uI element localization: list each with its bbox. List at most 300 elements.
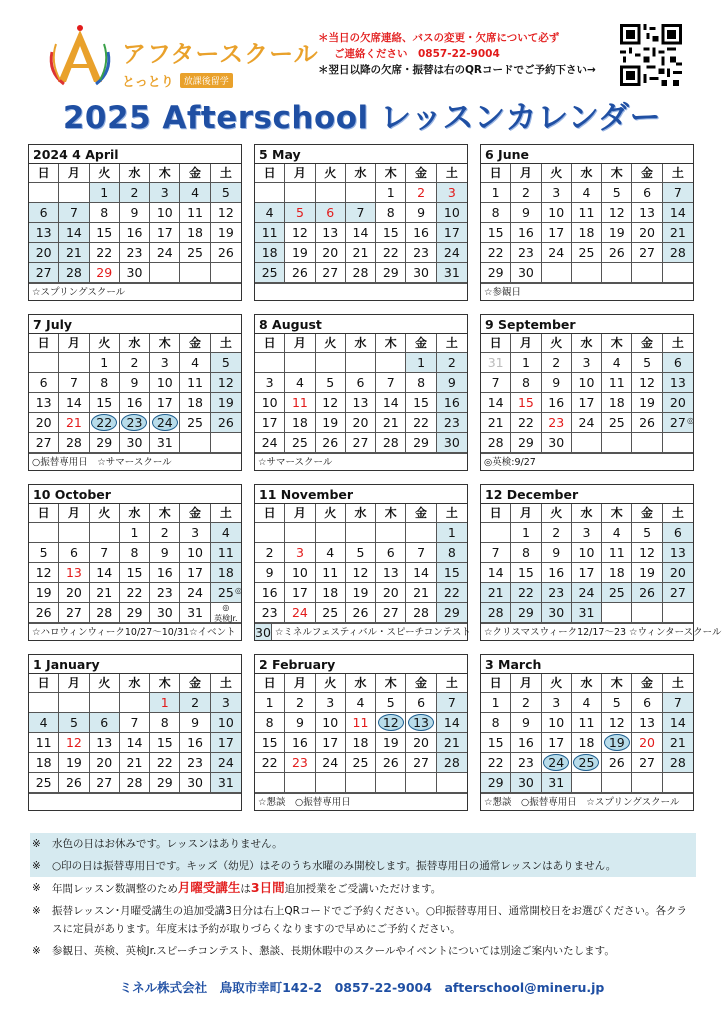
empty-day-cell — [29, 183, 59, 203]
day-cell: 10 — [285, 563, 315, 583]
empty-day-cell — [572, 433, 602, 453]
day-cell: 23 — [285, 753, 315, 773]
notice-line-3: ＊翌日以降の欠席・振替は右のQRコードでご予約下さい→ — [318, 64, 596, 76]
day-cell: 11 — [180, 373, 210, 393]
month-calendar — [28, 314, 242, 471]
weekday-header: 木 — [602, 674, 632, 693]
day-cell: 5 — [59, 713, 89, 733]
weekday-header: 土 — [437, 674, 467, 693]
day-cell: 4 — [602, 353, 632, 373]
day-cell: 6 — [316, 203, 346, 223]
empty-day-cell — [376, 523, 406, 543]
empty-day-cell — [663, 603, 693, 623]
note-row-5: ※ 参観日、英検、英検Jr.スピーチコンテスト、懇談、長期休暇中のスクールやイベントについては別途ご案内いたします。 — [30, 940, 696, 962]
day-cell: 10 — [180, 543, 210, 563]
day-number: 27 — [669, 415, 686, 430]
day-cell: 24 — [572, 583, 602, 603]
day-cell: 14 — [376, 393, 406, 413]
day-cell: 11 — [29, 733, 59, 753]
day-cell: 9 — [542, 373, 572, 393]
weekday-header: 火 — [542, 504, 572, 523]
weekday-header: 水 — [120, 334, 150, 353]
weekday-header: 木 — [150, 334, 180, 353]
month-grid — [29, 504, 241, 623]
month-note-text: ☆ミネルフェスティバル・スピーチコンテスト — [274, 627, 471, 638]
empty-day-cell — [285, 183, 315, 203]
day-cell: 1 — [437, 523, 467, 543]
month-grid — [29, 674, 241, 793]
day-cell: 27 — [376, 603, 406, 623]
empty-day-cell — [316, 523, 346, 543]
day-cell: 27 — [663, 583, 693, 603]
day-cell: 29 — [120, 603, 150, 623]
day-cell: 6 — [663, 353, 693, 373]
day-cell: 7 — [663, 693, 693, 713]
weekday-header: 日 — [255, 164, 285, 183]
day-cell: 24 — [211, 753, 241, 773]
day-cell: 11 — [572, 203, 602, 223]
transfer-day-circle: 24 — [543, 754, 569, 771]
day-cell: 19 — [376, 733, 406, 753]
day-cell: 2 — [180, 693, 210, 713]
weekday-header: 日 — [481, 164, 511, 183]
day-cell: 12 — [59, 733, 89, 753]
day-cell: 20 — [29, 243, 59, 263]
day-cell: 14 — [481, 393, 511, 413]
day-cell: 12 — [602, 713, 632, 733]
day-cell: 26 — [29, 603, 59, 623]
day-cell: 20 — [663, 393, 693, 413]
day-cell: 7 — [481, 373, 511, 393]
day-cell: 7 — [120, 713, 150, 733]
month-grid — [481, 334, 693, 453]
weekday-header: 火 — [90, 164, 120, 183]
day-cell: 22 — [90, 243, 120, 263]
day-cell: 14 — [663, 203, 693, 223]
day-cell: 20 — [29, 413, 59, 433]
day-cell: 2 — [542, 523, 572, 543]
month-title: 2024 4 April — [29, 145, 241, 164]
empty-day-cell — [316, 353, 346, 373]
day-cell: 10 — [542, 203, 572, 223]
day-cell: 13 — [346, 393, 376, 413]
day-cell: 10 — [150, 373, 180, 393]
weekday-header: 金 — [180, 334, 210, 353]
day-cell: 12 — [346, 563, 376, 583]
day-cell: 5 — [211, 183, 241, 203]
weekday-header: 金 — [632, 334, 662, 353]
empty-day-cell — [90, 693, 120, 713]
weekday-header: 月 — [511, 334, 541, 353]
day-cell: 16 — [542, 563, 572, 583]
empty-day-cell — [376, 353, 406, 373]
day-cell — [150, 413, 180, 433]
day-cell: 6 — [406, 693, 436, 713]
brand-name: アフタースクール — [122, 40, 319, 68]
weekday-header: 水 — [346, 164, 376, 183]
day-cell: 23 — [406, 243, 436, 263]
day-cell: 1 — [90, 353, 120, 373]
day-cell: 4 — [180, 183, 210, 203]
day-cell: 8 — [90, 203, 120, 223]
day-cell: 13 — [663, 543, 693, 563]
day-cell: 25 — [572, 243, 602, 263]
day-cell: 14 — [59, 223, 89, 243]
page-title: 2025 Afterschool レッスンカレンダー — [62, 100, 662, 136]
weekday-header: 日 — [481, 334, 511, 353]
day-cell: 18 — [316, 583, 346, 603]
day-cell: 27 — [406, 753, 436, 773]
day-cell: 13 — [376, 563, 406, 583]
weekday-header: 土 — [211, 504, 241, 523]
day-cell: 4 — [29, 713, 59, 733]
day-cell: 10 — [437, 203, 467, 223]
day-cell: 16 — [511, 223, 541, 243]
day-cell: 13 — [632, 713, 662, 733]
qr-code-icon[interactable] — [620, 24, 682, 86]
day-cell: 20 — [663, 563, 693, 583]
day-cell: 25 — [180, 243, 210, 263]
day-cell: 28 — [59, 433, 89, 453]
day-cell: 19 — [29, 583, 59, 603]
empty-day-cell — [542, 263, 572, 283]
day-cell: 10 — [572, 373, 602, 393]
weekday-header: 火 — [316, 504, 346, 523]
weekday-header: 金 — [406, 674, 436, 693]
day-cell: 13 — [632, 203, 662, 223]
day-cell: 30 — [511, 263, 541, 283]
day-cell: 12 — [211, 203, 241, 223]
day-cell: 15 — [150, 733, 180, 753]
day-cell: 7 — [59, 203, 89, 223]
empty-day-cell — [346, 523, 376, 543]
month-note: ☆参観日 — [481, 283, 693, 300]
day-cell: 16 — [511, 733, 541, 753]
day-cell: 3 — [255, 373, 285, 393]
weekday-header: 日 — [255, 504, 285, 523]
day-cell: 20 — [406, 733, 436, 753]
empty-day-cell — [602, 263, 632, 283]
empty-day-cell — [59, 693, 89, 713]
day-cell: 25 — [180, 413, 210, 433]
empty-day-cell — [602, 773, 632, 793]
day-cell: 11 — [285, 393, 315, 413]
empty-day-cell — [29, 693, 59, 713]
month-note: ☆スプリングスクール — [29, 283, 241, 300]
weekday-header: 木 — [602, 504, 632, 523]
weekday-header: 土 — [211, 674, 241, 693]
day-cell: 22 — [120, 583, 150, 603]
day-cell: 3 — [316, 693, 346, 713]
month-title: 6 June — [481, 145, 693, 164]
month-grid — [481, 674, 693, 793]
day-cell: 7 — [346, 203, 376, 223]
day-cell: 3 — [542, 693, 572, 713]
day-cell: 19 — [632, 563, 662, 583]
weekday-header: 火 — [90, 504, 120, 523]
month-grid — [255, 674, 467, 793]
empty-day-cell — [255, 353, 285, 373]
day-cell: 24 — [255, 433, 285, 453]
month-calendar — [28, 484, 242, 641]
weekday-header: 水 — [120, 674, 150, 693]
weekday-header: 木 — [150, 674, 180, 693]
transfer-day-circle: 12 — [378, 714, 404, 731]
day-cell: 8 — [406, 373, 436, 393]
month-calendar — [480, 654, 694, 811]
day-cell: 9 — [255, 563, 285, 583]
weekday-header: 火 — [316, 334, 346, 353]
empty-day-cell — [59, 353, 89, 373]
day-cell: 12 — [632, 543, 662, 563]
empty-day-cell — [632, 773, 662, 793]
month-note — [255, 623, 471, 640]
weekday-header: 月 — [511, 164, 541, 183]
contact-notice — [318, 30, 596, 78]
day-cell: 31 — [150, 433, 180, 453]
day-cell: 15 — [406, 393, 436, 413]
day-cell: 17 — [572, 563, 602, 583]
day-cell: 15 — [376, 223, 406, 243]
weekday-header: 金 — [180, 164, 210, 183]
day-cell: 23 — [120, 243, 150, 263]
day-cell: 18 — [572, 223, 602, 243]
note-text-2: ○印の日は振替専用日です。キッズ（幼児）はそのうち水曜のみ開校します。振替専用日の通常レッスンはありません。 — [52, 860, 617, 872]
weekday-header: 日 — [255, 334, 285, 353]
day-cell: 28 — [406, 603, 436, 623]
day-cell: 7 — [663, 183, 693, 203]
day-cell: 17 — [437, 223, 467, 243]
weekday-header: 日 — [481, 674, 511, 693]
day-cell: 15 — [511, 393, 541, 413]
day-cell: 9 — [406, 203, 436, 223]
day-cell: 5 — [29, 543, 59, 563]
day-cell: 28 — [481, 603, 511, 623]
day-cell: 1 — [511, 523, 541, 543]
day-cell: 24 — [150, 243, 180, 263]
day-cell: 31 — [481, 353, 511, 373]
day-cell: 26 — [602, 753, 632, 773]
empty-day-cell — [572, 263, 602, 283]
day-cell: 28 — [376, 433, 406, 453]
weekday-header: 木 — [376, 674, 406, 693]
empty-day-cell — [120, 693, 150, 713]
day-cell: 3 — [285, 543, 315, 563]
day-cell: 15 — [481, 733, 511, 753]
day-cell — [211, 583, 241, 603]
day-cell: 26 — [59, 773, 89, 793]
day-cell: 28 — [120, 773, 150, 793]
note-text-4: 振替レッスン･月曜受講生の追加受講3日分は右上QRコードでご予約ください。○印振替専用日、通常開校日をお選びください。各クラスに定員があります。年度末は予約が取りづらくなりますので早めにご予約ください。 — [52, 905, 688, 935]
day-cell: 18 — [211, 563, 241, 583]
day-cell: 2 — [406, 183, 436, 203]
day-cell: 6 — [632, 693, 662, 713]
day-cell: 27 — [29, 433, 59, 453]
day-cell: 8 — [481, 713, 511, 733]
day-cell — [572, 753, 602, 773]
day-cell: 17 — [542, 223, 572, 243]
day-cell: 19 — [285, 243, 315, 263]
day-cell: 26 — [211, 413, 241, 433]
note-text-3a: 年間レッスン数調整のため — [52, 883, 178, 895]
day-cell: 27 — [632, 243, 662, 263]
day-cell: 10 — [542, 713, 572, 733]
month-note: ☆懇談 ○振替専用日 ☆スプリングスクール — [481, 793, 693, 810]
day-cell: 18 — [255, 243, 285, 263]
empty-day-cell — [255, 183, 285, 203]
day-cell: 9 — [180, 713, 210, 733]
afterschool-logo — [44, 22, 116, 88]
day-cell: 22 — [511, 413, 541, 433]
day-cell: 28 — [481, 433, 511, 453]
weekday-header: 月 — [285, 334, 315, 353]
day-cell: 8 — [90, 373, 120, 393]
note-text-3d: 3日間 — [250, 880, 285, 895]
day-cell: 5 — [316, 373, 346, 393]
month-title: 5 May — [255, 145, 467, 164]
day-cell: 13 — [59, 563, 89, 583]
day-cell: 21 — [663, 223, 693, 243]
month-calendar — [480, 144, 694, 301]
day-cell: 8 — [255, 713, 285, 733]
day-cell: 2 — [437, 353, 467, 373]
day-cell: 4 — [316, 543, 346, 563]
weekday-header: 日 — [29, 164, 59, 183]
day-cell: 22 — [255, 753, 285, 773]
day-cell: 22 — [481, 243, 511, 263]
day-cell: 26 — [602, 243, 632, 263]
day-cell: 26 — [376, 753, 406, 773]
day-cell: 21 — [59, 243, 89, 263]
empty-day-cell — [285, 773, 315, 793]
day-cell: 2 — [255, 543, 285, 563]
day-cell: 4 — [572, 183, 602, 203]
day-cell: 11 — [346, 713, 376, 733]
month-title: 3 March — [481, 655, 693, 674]
day-cell: 25 — [29, 773, 59, 793]
day-cell: 26 — [211, 243, 241, 263]
day-cell: 17 — [316, 733, 346, 753]
day-cell: 22 — [406, 413, 436, 433]
day-cell: 12 — [316, 393, 346, 413]
day-cell: 1 — [90, 183, 120, 203]
day-cell: 20 — [90, 753, 120, 773]
weekday-header: 金 — [180, 674, 210, 693]
weekday-header: 金 — [406, 504, 436, 523]
day-cell: 23 — [511, 243, 541, 263]
day-cell: 23 — [542, 413, 572, 433]
day-cell: 25 — [255, 263, 285, 283]
empty-day-cell — [602, 433, 632, 453]
note-text-5: 参観日、英検、英検Jr.スピーチコンテスト、懇談、長期休暇中のスクールやイベントについては別途ご案内いたします。 — [52, 945, 615, 957]
day-cell: 24 — [542, 243, 572, 263]
day-cell — [542, 753, 572, 773]
empty-day-cell — [59, 183, 89, 203]
day-cell: 30 — [511, 773, 541, 793]
day-cell: 31 — [180, 603, 210, 623]
weekday-header: 水 — [572, 164, 602, 183]
weekday-header: 金 — [406, 334, 436, 353]
day-cell: 24 — [180, 583, 210, 603]
day-cell: 31 — [542, 773, 572, 793]
weekday-header: 土 — [437, 164, 467, 183]
day-cell: 13 — [316, 223, 346, 243]
day-cell: 23 — [511, 753, 541, 773]
day-cell: 6 — [663, 523, 693, 543]
eiken-mark-icon: ◎ — [687, 416, 694, 425]
day-cell: 30 — [542, 603, 572, 623]
month-calendar — [254, 654, 468, 811]
day-cell: 18 — [285, 413, 315, 433]
empty-day-cell — [285, 353, 315, 373]
weekday-header: 木 — [150, 164, 180, 183]
month-grid — [29, 334, 241, 453]
day-cell: 1 — [255, 693, 285, 713]
day-cell: 6 — [632, 183, 662, 203]
transfer-day-circle: 25 — [573, 754, 599, 771]
weekday-header: 水 — [346, 334, 376, 353]
eiken-mark-icon: ◎ — [222, 603, 230, 612]
transfer-day-circle: 19 — [604, 734, 630, 751]
empty-day-cell — [150, 263, 180, 283]
day-cell: 16 — [437, 393, 467, 413]
month-grid — [481, 164, 693, 283]
empty-day-cell — [90, 523, 120, 543]
day-cell: 19 — [211, 223, 241, 243]
day-cell: 13 — [663, 373, 693, 393]
day-cell: 8 — [481, 203, 511, 223]
month-title: 10 October — [29, 485, 241, 504]
day-cell: 27 — [90, 773, 120, 793]
day-cell: 22 — [376, 243, 406, 263]
day-cell: 26 — [632, 583, 662, 603]
day-cell: 24 — [285, 603, 315, 623]
empty-day-cell — [602, 603, 632, 623]
day-cell: 18 — [29, 753, 59, 773]
brand-area: とっとり — [122, 75, 174, 90]
day-cell: 18 — [180, 223, 210, 243]
day-cell: 15 — [437, 563, 467, 583]
weekday-header: 土 — [437, 504, 467, 523]
day-cell: 9 — [542, 543, 572, 563]
day-cell: 19 — [632, 393, 662, 413]
month-grid — [255, 334, 467, 453]
day-cell: 30 — [542, 433, 572, 453]
day-cell: 12 — [211, 373, 241, 393]
empty-day-cell — [632, 263, 662, 283]
empty-day-cell — [29, 523, 59, 543]
day-cell: 25 — [602, 413, 632, 433]
day-cell: 30 — [120, 433, 150, 453]
notice-line-1: ＊当日の欠席連絡、バスの変更・欠席について必ず — [318, 32, 560, 44]
day-cell: 16 — [406, 223, 436, 243]
weekday-header: 月 — [59, 504, 89, 523]
day-cell: 9 — [120, 203, 150, 223]
day-cell: 2 — [511, 183, 541, 203]
month-title: 8 August — [255, 315, 467, 334]
weekday-header: 火 — [542, 164, 572, 183]
empty-day-cell — [406, 773, 436, 793]
day-cell: 4 — [602, 523, 632, 543]
day-cell: 13 — [29, 223, 59, 243]
weekday-header: 木 — [376, 334, 406, 353]
day-cell — [90, 413, 120, 433]
empty-day-cell — [285, 523, 315, 543]
month-title: 9 September — [481, 315, 693, 334]
eiken-mark-icon: ◎ — [235, 586, 242, 595]
day-cell: 20 — [376, 583, 406, 603]
weekday-header: 水 — [346, 674, 376, 693]
